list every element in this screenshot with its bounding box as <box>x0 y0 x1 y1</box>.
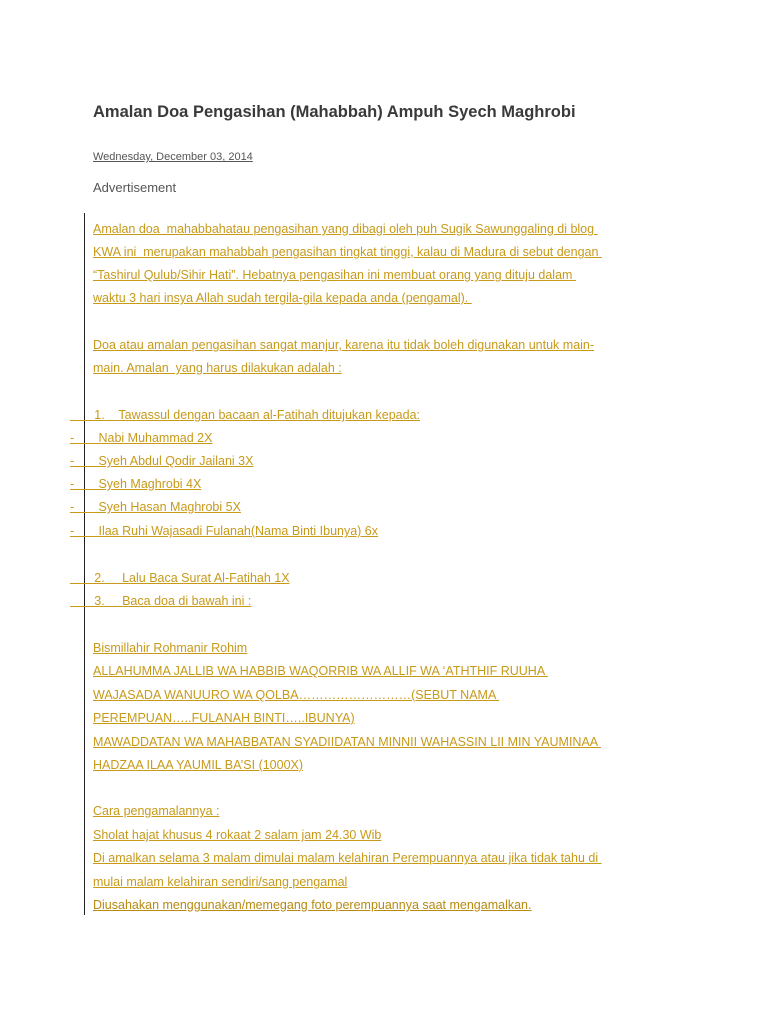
body-link-line[interactable]: waktu 3 hari insya Allah sudah tergila-gila kepada anda (pengamal). <box>93 291 472 305</box>
cara-line[interactable]: Cara pengamalannya : <box>93 804 220 818</box>
doa-line[interactable]: WAJASADA WANUURO WA QOLBA………………………(SEBUT NAMA <box>93 688 500 702</box>
step-2-line[interactable]: 2. Lalu Baca Surat Al-Fatihah 1X <box>70 571 290 585</box>
tawassul-list-item[interactable]: - Syeh Abdul Qodir Jailani 3X <box>70 454 254 468</box>
doa-line[interactable]: ALLAHUMMA JALLIB WA HABBIB WAQORRIB WA ALLIF WA ‘ATHTHIF RUUHA <box>93 664 548 678</box>
tawassul-list-item[interactable]: - Syeh Hasan Maghrobi 5X <box>70 500 241 514</box>
body-link-line[interactable]: “Tashirul Qulub/Sihir Hati”. Hebatnya pengasihan ini membuat orang yang dituju dalam <box>93 268 576 282</box>
body-link-line[interactable]: KWA ini merupakan mahabbah pengasihan tingkat tinggi, kalau di Madura di sebut dengan <box>93 245 602 259</box>
content-left-border <box>84 213 85 915</box>
post-date-link[interactable]: Wednesday, December 03, 2014 <box>93 151 253 163</box>
doa-line[interactable]: Bismillahir Rohmanir Rohim <box>93 641 248 655</box>
step-3-line[interactable]: 3. Baca doa di bawah ini : <box>70 594 252 608</box>
tawassul-list-item[interactable]: - Syeh Maghrobi 4X <box>70 477 202 491</box>
article-title: Amalan Doa Pengasihan (Mahabbah) Ampuh Syech Maghrobi <box>93 103 576 121</box>
cara-line[interactable]: Sholat hajat khusus 4 rokaat 2 salam jam 24.30 Wib <box>93 828 382 842</box>
advertisement-label: Advertisement <box>93 180 177 195</box>
cara-line[interactable]: Diusahakan menggunakan/memegang foto perempuannya saat mengamalkan. <box>93 898 532 912</box>
doa-line[interactable]: PEREMPUAN…..FULANAH BINTI…..IBUNYA) <box>93 711 355 725</box>
step-1-line[interactable]: 1. Tawassul dengan bacaan al-Fatihah ditujukan kepada: <box>70 408 420 422</box>
doa-line[interactable]: HADZAA ILAA YAUMIL BA’SI (1000X) <box>93 758 304 772</box>
body-link-line[interactable]: Doa atau amalan pengasihan sangat manjur, karena itu tidak boleh digunakan untuk main- <box>93 338 595 352</box>
tawassul-list-item[interactable]: - Nabi Muhammad 2X <box>70 431 213 445</box>
body-link-line[interactable]: main. Amalan yang harus dilakukan adalah : <box>93 361 342 375</box>
doa-line[interactable]: MAWADDATAN WA MAHABBATAN SYADIIDATAN MINNII WAHASSIN LII MIN YAUMINAA <box>93 735 601 749</box>
tawassul-list-item[interactable]: - Ilaa Ruhi Wajasadi Fulanah(Nama Binti Ibunya) 6x <box>70 524 379 538</box>
cara-line[interactable]: mulai malam kelahiran sendiri/sang pengamal <box>93 875 348 889</box>
body-link-line[interactable]: Amalan doa mahabbahatau pengasihan yang dibagi oleh puh Sugik Sawunggaling di blog <box>93 222 598 236</box>
cara-line[interactable]: Di amalkan selama 3 malam dimulai malam kelahiran Perempuannya atau jika tidak tahu di <box>93 851 602 865</box>
